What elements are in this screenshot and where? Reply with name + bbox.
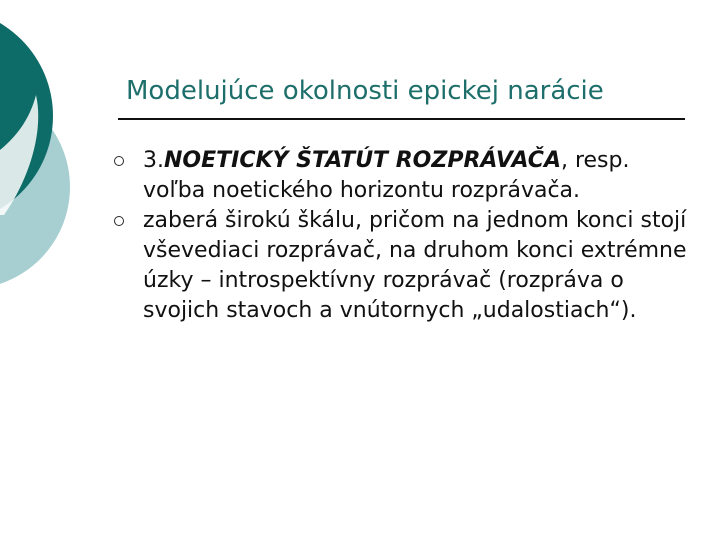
- bullet-item-noeticky-status: [114, 146, 694, 206]
- title-underline-divider: [118, 118, 685, 120]
- bullet-text: zaberá širokú škálu, pričom na jednom konci stojí vševediaci rozprávač, na druhom konci extrémne úzky – introspektívny rozprávač (rozpráva o svojich stavoch a vnútornych „udalostiach“).: [143, 208, 687, 323]
- bullet-list: [114, 146, 694, 326]
- hollow-circle-bullet-icon: [114, 156, 124, 166]
- hollow-circle-bullet-icon: [114, 216, 124, 226]
- slide-title: Modelujúce okolnosti epickej narácie: [126, 76, 604, 106]
- bullet-item-range: [114, 206, 694, 326]
- bullet-text: , resp. voľba noetického horizontu rozprávača.: [143, 148, 630, 203]
- bullet-emphasis-heading: NOETICKÝ ŠTATÚT ROZPRÁVAČA: [164, 148, 561, 173]
- decorative-circles: [0, 0, 110, 300]
- bullet-number-prefix: 3.: [143, 148, 164, 173]
